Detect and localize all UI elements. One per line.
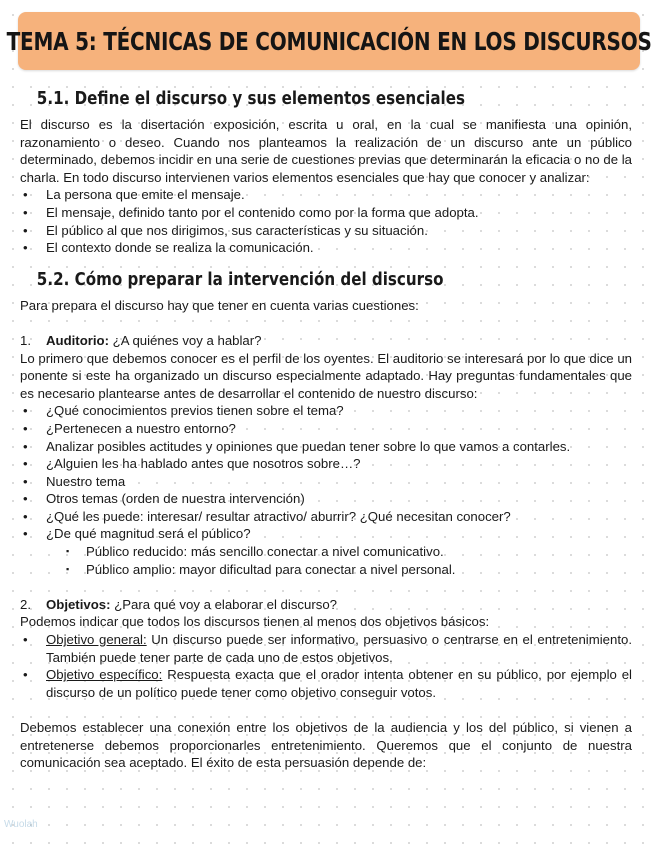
- objetivo-especifico-label: Objetivo específico:: [46, 667, 163, 683]
- objetivos-paragraph: Podemos indicar que todos los discursos tienen al menos dos objetivos básicos:: [20, 614, 490, 630]
- list-item: • ¿Qué conocimientos previos tienen sobre el tema?: [20, 402, 632, 420]
- objetivo-especifico-text: Respuesta exacta que el orador intenta obtener en su público, por ejemplo el discurso de un político puede tener como objetivo conseguir votos.: [46, 667, 632, 700]
- audience-size-list: [20, 543, 632, 578]
- list-item: [20, 666, 632, 701]
- auditorio-number: 1.: [20, 332, 31, 348]
- auditorio-list: [20, 402, 632, 543]
- objetivos-label: Objetivos:: [46, 596, 111, 612]
- spacer: [20, 701, 632, 719]
- section-2-heading: 5.2. Cómo preparar la intervención del discurso: [36, 268, 444, 290]
- list-item: • ¿Pertenecen a nuestro entorno?: [20, 420, 632, 438]
- section-1-paragraph: El discurso es la disertación exposición, escrita u oral, en la cual se manifiesta una opinión, razonamiento o deseo. Cuando nos planteamos la realización de un discurso ante un público determinado, debemos incidir en una serie de cuestiones previas que determinarán la eficacia o no de la charla. En todo discurso intervienen varios elementos esenciales que hay que conocer y analizar:: [20, 117, 632, 185]
- list-item: • Analizar posibles actitudes y opiniones que puedan tener sobre lo que vamos a contarles.: [20, 438, 632, 456]
- section-2-intro: Para prepara el discurso hay que tener en cuenta varias cuestiones:: [20, 297, 419, 313]
- objetivos-heading: [20, 596, 632, 614]
- watermark: Wuolah: [4, 819, 38, 830]
- list-item: • El mensaje, definido tanto por el contenido como por la forma que adopta.: [20, 204, 632, 222]
- auditorio-question: ¿A quiénes voy a hablar?: [112, 332, 262, 348]
- page-title: TEMA 5: TÉCNICAS DE COMUNICACIÓN EN LOS DISCURSOS: [6, 26, 652, 56]
- objetivos-question: ¿Para qué voy a elaborar el discurso?: [114, 596, 337, 612]
- objetivos-number: 2.: [20, 596, 31, 612]
- list-item: [20, 631, 632, 666]
- title-banner: [6, 12, 652, 70]
- list-item: • El público al que nos dirigimos, sus características y su situación.: [20, 222, 632, 240]
- objetivo-general-text: Un discurso puede ser informativo, persuasivo o centrarse en el entretenimiento. También puede tener parte de cada uno de estos objetivos.: [46, 632, 632, 665]
- auditorio-label: Auditorio:: [46, 332, 109, 348]
- list-item: • La persona que emite el mensaje.: [20, 186, 632, 204]
- list-item: • Nuestro tema: [20, 473, 632, 491]
- list-item: • El contexto donde se realiza la comunicación.: [20, 239, 632, 257]
- elements-list: [20, 186, 632, 256]
- list-item: • Otros temas (orden de nuestra intervención): [20, 490, 632, 508]
- objetivo-general-label: Objetivo general:: [46, 632, 147, 648]
- objetivos-list: [20, 631, 632, 701]
- list-item: • ¿Alguien les ha hablado antes que nosotros sobre…?: [20, 455, 632, 473]
- sub-list-item: ▪ Público amplio: mayor dificultad para conectar a nivel personal.: [20, 561, 632, 579]
- closing-paragraph: Debemos establecer una conexión entre los objetivos de la audiencia y los del público, si vienen a entretenerse debemos proporcionarles entretenimiento. Queremos que el conjunto de nuestra comunicación sea aceptado. El éxito de esta persuasión depende de:: [20, 720, 632, 771]
- auditorio-paragraph: Lo primero que debemos conocer es el perfil de los oyentes. El auditorio se interesará por lo que dice un ponente si este ha organizado un discurso especialmente adaptado. Hay preguntas fundamentales que es necesario plantearse antes de desarrollar el contenido de nuestro discurso:: [20, 350, 632, 401]
- list-item: • ¿De qué magnitud será el público?: [20, 525, 632, 543]
- list-item: • ¿Qué les puede: interesar/ resultar atractivo/ aburrir? ¿Qué necesitan conocer?: [20, 508, 632, 526]
- document-body: [20, 82, 632, 772]
- section-1-heading: 5.1. Define el discurso y sus elementos esenciales: [36, 88, 465, 109]
- sub-list-item: ▪ Público reducido: más sencillo conectar a nivel comunicativo.: [20, 543, 632, 561]
- auditorio-heading: [20, 332, 632, 350]
